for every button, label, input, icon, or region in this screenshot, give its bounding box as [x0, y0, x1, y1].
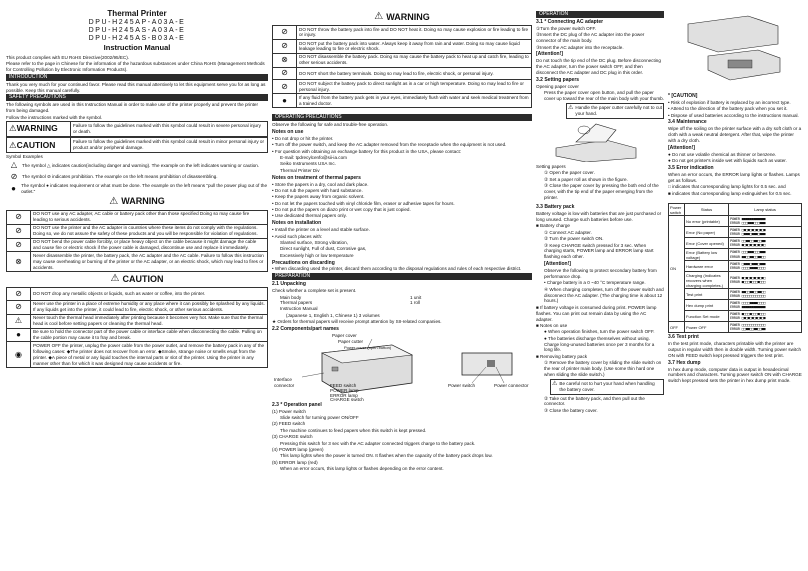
symbol-text: The symbol ● indicates requirement or what must be done. The example on the left means "pull the power plug out of the outlet." — [21, 182, 267, 194]
status-cell: Error (Battery low voltage) — [685, 249, 729, 261]
caution-heading: ⚠ CAUTION — [110, 273, 164, 285]
list-item: ● Do not use volatile chemical as thinner or benzene. — [668, 151, 777, 157]
components-title: 2.2 Components/part names — [272, 325, 339, 332]
error-lamp-pattern: ERROR ■■■■■■■■■■■■ — [730, 305, 766, 310]
requirement-icon: ● — [273, 94, 297, 108]
battery-section — [536, 203, 664, 414]
warning-heading: ⚠ WARNING — [374, 11, 430, 23]
col3-bottom — [536, 203, 802, 414]
attention-label: [Attention!] — [668, 144, 695, 151]
power-lamp-pattern: POWER □□□■■■□□□■■■ — [730, 250, 766, 255]
table-row — [669, 238, 802, 249]
symbol-examples: Symbol Examples — [6, 153, 43, 159]
error-legend: □ indicates that corresponding lamp lights for 0.5 sec. and — [668, 184, 786, 190]
table-row: ⊘ DO NOT short the battery terminals. Doing so may lead to fire, electric shock, or personal injury. — [273, 67, 532, 79]
attention-label: [Attention!] — [536, 51, 563, 58]
requirement-icon: ● — [11, 183, 16, 193]
table-row: ⊘ DO NOT use the printer and the AC adapter in countries where these items do not comply with the regulations. Doing so, we do not assure the safety of these products and you will be responsible for violation of regulations. — [7, 224, 268, 238]
status-cell: Power OFF — [685, 322, 729, 333]
error-lamp-pattern: ERROR ■□□□■□□□■□□□ — [730, 280, 766, 285]
manual-title: Instruction Manual — [103, 42, 171, 52]
prohibit-icon: ⊘ — [7, 238, 31, 252]
error-lamp-pattern: ERROR □□□□■■■■□□□□ — [730, 266, 766, 271]
table-row: ⊘ DO NOT subject the battery pack to direct sunlight as in a car or high temperature. Doing so may lead to fire or personal injury. — [273, 80, 532, 94]
prohibit-icon: ⊘ — [7, 288, 31, 300]
cutter-note: ⚠ Handle the paper cutter carefully not to cut your hand. — [566, 103, 664, 119]
label-interface: Interface connector — [274, 376, 295, 388]
model-3: DPU-H245AS-B03A-E — [88, 34, 186, 42]
label-power-cover: Power cover (open button) — [344, 344, 392, 350]
list-item: ① Connect AC adapter. — [544, 229, 592, 235]
prohibit-icon: ⊘ — [273, 80, 297, 94]
warning-icon: ⚠ — [109, 195, 119, 207]
table-row: ⊘ DO NOT drop any metallic objects or liquids, such as water or coffee, into the printer. — [7, 288, 268, 300]
lamp-cell — [729, 249, 802, 261]
warning-icon: ⚠ — [9, 123, 17, 134]
list-item: ● When operation finishes, turn the power switch OFF. — [544, 329, 655, 335]
caution-icon: ⚠ — [110, 273, 120, 285]
table-row: ⊗ DO NOT disassemble the battery pack. Doing so may cause the battery pack to heat up and catch fire, leading to other serious accidents. — [273, 53, 532, 67]
table-row: ⊘ DO NOT put the battery pack into water. Always keep it away from rain and water. Doing so may cause liquid leakage leading to fire or electric shock. — [273, 39, 532, 53]
table-row — [669, 227, 802, 238]
power-lamp-pattern: POWER ■■■■■■■■■■■■ — [730, 216, 766, 221]
test-title: 3.6 Test print — [668, 334, 699, 341]
operating-text: Observe the following for safe and trouble-free operation. Notes on use • Do not drop or hit the printer. • Turn off the power switch, and keep the AC adapter removed from the receptacle when the equipment is not used. • For question with obtaining an exchange battery for this product in the USA, please contact: E-mail: tpdrecylcenfo@sii-ia.com Seiko Instruments USA Inc. Thermal Printer Div Notes on treatment of thermal papers • Store the papers in a dry, cool and dark place. • Do not rub the papers with hard substance. • Keep the papers away from organic solvent. • Do not let the papers touched with vinyl chloride film, eraser or adhesive tapes for hours. • Do not put the papers on diazo print or wet copy that is just copied. • Use dedicated thermal papers only. Notes on installation • Install the printer on a level and stable surface. • Avoid such places with: Slanted surface, Strong vibration, Direct sunlight, Full of dust, Corrosive gas, Excessively high or low temperature Precautions on discarding • When discarding used the printer, discard them according to the disposal regulations and rules of each respective district. — [272, 122, 522, 272]
unpacking-title: 2.1 Unpacking — [272, 281, 306, 288]
printer-illustration — [272, 333, 530, 401]
column-2 — [272, 10, 532, 566]
section-operating: OPERATING PRECAUTIONS — [272, 114, 532, 121]
power-lamp-pattern: POWER □□□□□□□□□□□□ — [730, 322, 766, 327]
power-off-cell: OFF — [669, 322, 685, 333]
status-cell: Charging (Indicates recovers when charging completes.) — [685, 272, 729, 289]
status-cell: Hex dump print — [685, 300, 729, 311]
lamp-cell — [729, 311, 802, 322]
column-1 — [6, 10, 268, 566]
list-item: ● The batteries discharge themselves without using. Charge long-unused batteries once per 3 months for a long life. — [544, 335, 655, 353]
label-power-lamp: POWER lamp — [330, 387, 359, 393]
battery-text: Battery voltage is low with batteries that are just purchased or long unused. Charge such batteries before use. — [536, 211, 662, 223]
status-cell: Function Set mode — [685, 311, 729, 322]
unplug-icon: ◉ — [7, 342, 31, 368]
power-lamp-pattern: POWER □□■■□□■■□□■■ — [730, 238, 766, 243]
paper-cover-illustration — [536, 120, 656, 162]
model-1: DPU-H245AP-A03A-E — [88, 18, 186, 26]
no-disassemble-icon: ⊗ — [7, 252, 31, 272]
error-title: 3.5 Error indication — [668, 165, 714, 172]
section-safety: SAFETY PRECAUTIONS — [6, 94, 268, 101]
power-lamp-pattern: POWER □□□□■■■■□□□□ — [730, 300, 766, 305]
follow-text: Follow the instructions marked with the symbol. — [6, 114, 103, 120]
table-header-row: Power switch Status Lamp status — [669, 204, 802, 216]
error-text: When an error occurs, the ERROR lamp lights or flashes. Lamps get as follows. — [668, 171, 800, 183]
caution-icon: ⚠ — [9, 139, 17, 150]
list-item: ①Turn the power switch OFF. — [536, 25, 597, 31]
power-on-cell: ON — [669, 216, 685, 322]
table-row — [669, 300, 802, 311]
error-lamp-pattern: ERROR ■□■□■□■□■□■□ — [730, 243, 766, 248]
list-item: ③ Close the paper cover by pressing the both end of the cover, with the tip end of the paper emerging from the printer. — [544, 183, 659, 200]
error-lamp-pattern: ERROR □□■■□□■■□□■■ — [730, 327, 766, 332]
error-lamp-pattern: ERROR □■□■□■□■□■□■ — [730, 316, 766, 321]
maintenance-title: 3.4 Maintenance — [668, 119, 707, 126]
battery-illustration — [668, 10, 802, 90]
battery-warning-table — [272, 25, 532, 108]
list-item: • Attend to the direction of the battery pack when you set it. — [668, 106, 788, 112]
list-item: Observe the following to protect secondary battery from performance drop. — [544, 268, 657, 279]
list-item: • Dispose of used batteries according to the instructions manual. — [668, 112, 799, 118]
error-lamp-pattern: ERROR □■■■□■■■□■■■ — [730, 232, 766, 237]
lamp-cell — [729, 272, 802, 289]
prohibit-icon: ⊘ — [7, 224, 31, 238]
prohibit-icon: ⊘ — [10, 171, 18, 181]
doc-title: Thermal Printer — [107, 10, 167, 18]
table-row: ⊘ DO NOT throw the battery pack into fire and DO NOT heat it. Doing so may cause explosion or fire leading to fire or injury. — [273, 26, 532, 40]
table-row — [669, 289, 802, 300]
table-row — [669, 249, 802, 261]
label-paper-cover: Paper cover — [332, 332, 357, 338]
list-item: ① Open the paper cover. — [544, 170, 595, 176]
status-section — [668, 203, 802, 414]
connect-title: 3.1 * Connecting AC adapter — [536, 19, 604, 25]
order-note: ★ Orders for thermal papers will receive prompt attention by SII-related companies. — [272, 319, 442, 325]
error-lamp-pattern: ERROR □□□□□□□□□□□□ — [730, 294, 766, 299]
prohibit-icon: ⊘ — [7, 300, 31, 314]
setting-title: 3.2 Setting papers — [536, 76, 580, 83]
intro-text-3: Thank you very much for your continued favor. Please read this manual attentively to let this equipment serve you for as long as possible. Keep this manual carefully. — [6, 81, 266, 93]
caution-desc: Failure to follow the guidelines marked with this symbol could result in minor personal injury or product and/or peripheral damage. — [73, 139, 264, 151]
caution-label: CAUTION — [16, 139, 56, 150]
status-body — [669, 216, 802, 333]
label-error-lamp: ERROR lamp — [330, 392, 358, 398]
table-row — [669, 261, 802, 272]
label-paper-cutter: Paper cutter — [338, 338, 364, 344]
symbol-row — [6, 172, 268, 182]
battery-charge-label: ■ Battery charge — [536, 223, 570, 229]
battery-title: 3.3 Battery pack — [536, 204, 575, 211]
col3-left-block — [536, 10, 664, 201]
list-item: ① Remove the battery cover by sliding the slide switch on the rear of printer main body. (Use some thin hard one when sliding the slide switch.) — [544, 360, 662, 377]
triangle-icon: △ — [10, 160, 18, 170]
section-preparation: PREPARATION — [272, 273, 532, 280]
list-item: ③ Close the battery cover. — [544, 407, 598, 413]
error-lamp-pattern: ERROR □□□■■■□□□■■■ — [730, 221, 766, 226]
intro-text-1: This product complies with EU RoHS Directive(2002/95/EC). — [6, 54, 130, 60]
caution-label-box — [6, 137, 268, 153]
hot-icon: ⚠ — [7, 314, 31, 328]
operation-title: 2.3 * Operation panel — [272, 401, 322, 408]
setting-papers-label: Setting papers — [536, 164, 566, 170]
power-lamp-pattern: POWER ■□□□■□□□■□□□ — [730, 311, 766, 316]
list-item: ④ When charging completes, turn off the power switch and disconnect the AC adapter. (The charging time is about 12 hours.) — [544, 286, 664, 304]
opening-text: Press the paper cover open button, and pull the paper cover up toward the rear of the main body with your thumb. — [544, 90, 665, 102]
status-cell: Hardware error — [685, 261, 729, 272]
table-row: ● If any fluid from the battery pack gets in your eyes, immediately flush with water and seek medical treatment from a trained doctor. — [273, 94, 532, 108]
star-icon: ★ — [272, 319, 278, 325]
warning-table — [6, 210, 268, 273]
table-row: ⚠ Never touch the thermal head immediately after printing because it becomes very hot. Make sure that the thermal head is cool before setting papers or cleaning the thermal head. — [7, 314, 268, 328]
col3-right-block — [668, 10, 802, 201]
warning-desc: Failure to follow the guidelines marked with this symbol could result in severe personal injury or death. — [73, 123, 261, 134]
table-row — [669, 272, 802, 289]
list-item: ● Do not get printer's inside wet with liquids such as water. — [668, 158, 787, 164]
power-lamp-pattern: POWER ■□■□■□■□■□■□ — [730, 275, 766, 280]
list-item: ③ Keep CHARGE switch pressed for 3 sec. When charging starts, POWER lamp and ERROR lamp start flashing each other. — [544, 242, 654, 260]
lamp-cell — [729, 216, 802, 227]
table-row: ⊗ Never disassemble the printer, the battery pack, the AC adapter and the AC cable. Failure to follow this instruction may cause overheating or burning of the printer or the AC adapter, or an electric shock, which may lead to fires or accidents. — [7, 252, 268, 272]
label-charge-switch: CHARGE switch — [330, 396, 364, 402]
hex-title: 3.7 Hex dump — [668, 359, 701, 366]
requirement-icon: ● — [7, 328, 31, 342]
lamp-cell — [729, 227, 802, 238]
test-text: In the test print mode, characters printable with the printer are output in regular width then in double width. Turning power switch ON with FEED switch kept pressed triggers the test print. — [668, 341, 802, 358]
manual-langs: (Japanese 1, English 1, Chinese 1) 3 volumes — [286, 312, 380, 318]
removing-note: ⚠ Be careful not to hurt your hand when handling the battery cover. — [550, 379, 664, 395]
table-row — [669, 322, 802, 333]
attention-label: [Attention!] — [544, 261, 571, 268]
prohibit-icon: ⊘ — [7, 210, 31, 224]
lamp-cell — [729, 238, 802, 249]
caution-table — [6, 287, 268, 368]
column-3 — [536, 10, 802, 566]
opening-cover-label: Opening paper cover — [536, 83, 579, 89]
power-lamp-pattern: POWER □■■■□■■■□■■■ — [730, 261, 766, 266]
list-item: Thermal papers 1 roll — [280, 300, 420, 306]
caution-label: * [CAUTION] — [668, 92, 698, 99]
safety-text: The following symbols are used in this Instruction Manual in order to make use of the printer properly and prevent the printer from being damaged. — [6, 102, 259, 114]
label-feed-switch: FEED switch — [330, 382, 357, 388]
symbol-text: The symbol ⊘ indicates prohibition. The example on the left means prohibition of disassembling. — [22, 173, 218, 179]
notes-on-use: ■ Notes on use — [536, 322, 568, 328]
list-item: ②Insert the DC plug of the AC adapter into the power connector of the main body. — [536, 32, 645, 44]
warning-icon: ⚠ — [552, 380, 558, 387]
error-legend: ■ indicates that corresponding lamp extinguishes for 0.5 sec. — [668, 190, 792, 196]
list-item: ③Insert the AC adapter into the receptacle. — [536, 44, 624, 50]
list-item: • Charge battery in a 0 ~40 °C temperature range. — [544, 280, 646, 286]
lamp-cell — [729, 300, 802, 311]
section-introduction: INTRODUCTION — [6, 74, 268, 81]
table-row: ⊘ DO NOT use any AC adapter, AC cable or battery pack other than those specified Doing so may cause fire leading to serious accidents. — [7, 210, 268, 224]
list-item: ② Turn the power switch ON. — [544, 236, 604, 242]
status-cell: Error (Cover opened) — [685, 238, 729, 249]
status-table — [668, 203, 802, 333]
lamp-cell — [729, 289, 802, 300]
intro-text-2: Please refer to the page in Chinese for the information of the hazardous substances under China RoHS (Management Methods for Controlling Pollution by Electronic Information Products). — [6, 60, 265, 72]
symbol-row — [6, 160, 268, 170]
unpacking-text: Check whether a complete set is present. — [272, 288, 357, 294]
status-cell: Error (No paper) — [685, 227, 729, 238]
hex-text: In hex dump mode, computer data is output in hexadecimal numbers and characters. Turning power switch ON with CHARGE switch kept pressed sets the printer in hex dump print mode. — [668, 366, 802, 384]
list-item: Instruction Manual — [280, 306, 318, 312]
table-row: ◉ POWER OFF the printer, unplug the power cable from the power outlet, and remove the battery pack in any of the following cases: ◆The printer does not recover from an error. ◆Smoke, strange noise or smells erupt from the printer. ◆A piece of metal or any liquid touches the internal parts or slot of the printer. Using the printer in any manner other than for which it was designed may cause accidents or fire. — [7, 342, 268, 368]
warning-label: WARNING — [16, 123, 58, 134]
prohibit-icon: ⊘ — [273, 39, 297, 53]
printer-diagram — [272, 333, 532, 401]
warning-heading: ⚠ WARNING — [109, 195, 165, 207]
lamp-cell — [729, 261, 802, 272]
warning-label-box — [6, 121, 268, 137]
list-item: • Risk of explosion if battery is replaced by an incorrect type. — [668, 99, 791, 105]
table-row: ⊘ Never use the printer in a place of extreme humidity or any place where it can possibly be splashed by any liquids. If any liquids get into the printer, it could lead to fire, electric shock, or other serious accidents. — [7, 300, 268, 314]
list-item: Main body 1 unit — [280, 294, 422, 300]
status-cell: No error (printable) — [685, 216, 729, 227]
maintenance-text: Wipe off the soiling on the printer surface with a dry soft cloth or a cloth with a weak neutral detergent. After that, wipe the printer with a dry cloth. — [668, 126, 802, 144]
power-lamp-pattern: POWER ■■□□■■□□■■□□ — [730, 289, 766, 294]
error-lamp-pattern: ERROR ■■□□■■□□■■□□ — [730, 254, 766, 259]
label-power-connector: Power connector — [494, 382, 529, 388]
model-2: DPU-H245AS-A03A-E — [88, 26, 186, 34]
list-item: ② Take out the battery pack, and then pull out the connector. — [544, 395, 645, 407]
status-cell: Test print — [685, 289, 729, 300]
removing-title: ■ Removing battery pack — [536, 353, 588, 359]
warning-icon: ⚠ — [568, 104, 574, 111]
table-row: ⊘ DO NOT bend the power cable forcibly, or place heavy object on the cable because it might damage the cable and cause fire or electric shock if the power cable is damaged, discontinue use and replace it immediately. — [7, 238, 268, 252]
symbol-text: The symbol △ indicates caution(including danger and warning). The example on the left indicates warning or caution. — [22, 162, 260, 168]
attention-text: Do not touch the tip end of the DC plug. Before disconnecting the AC adapter, turn the power switch OFF, and then disconnect the AC adapter and DC plug in this order. — [536, 58, 661, 76]
prohibit-icon: ⊘ — [273, 67, 297, 79]
table-row — [669, 216, 802, 227]
symbol-row — [6, 183, 268, 195]
list-item: ② Set a paper roll as shown in the figure. — [544, 176, 628, 182]
warning-icon: ⚠ — [374, 11, 384, 23]
battery-voltage: ■ If battery voltage is consumed during print. POWER lamp flashes. You can print out remain data by using the AC adapter. — [536, 304, 657, 322]
section-operation: OPERATION — [536, 11, 664, 18]
no-disassemble-icon: ⊗ — [273, 53, 297, 67]
col3-top — [536, 10, 802, 201]
lamp-cell — [729, 322, 802, 333]
table-row — [669, 311, 802, 322]
operation-list: (1) Power switch Slide switch for turning power ON/OFF (2) FEED switch The machine continues to feed papers when this switch is kept pressed. (3) CHARGE switch Pressing this switch for 3 sec with the AC adapter connected triggers charge to the battery pack. (4) POWER lamp (green) This lamp lights when the power is turned ON. It flashes when the capacity of the battery pack drops low. (5) ERROR lamp (red) When an error occurs, this lamp lights or flashes depending on the error content. — [272, 408, 493, 472]
prohibit-icon: ⊘ — [273, 26, 297, 40]
table-row: ● Be sure to hold the connector part of the power cable or interface cable when disconnecting the cable. Pulling on the cable portion may cause it to fray and break. — [7, 328, 268, 342]
power-lamp-pattern: POWER □■□■□■□■□■□■ — [730, 227, 766, 232]
label-power-switch: Power switch — [448, 382, 476, 388]
